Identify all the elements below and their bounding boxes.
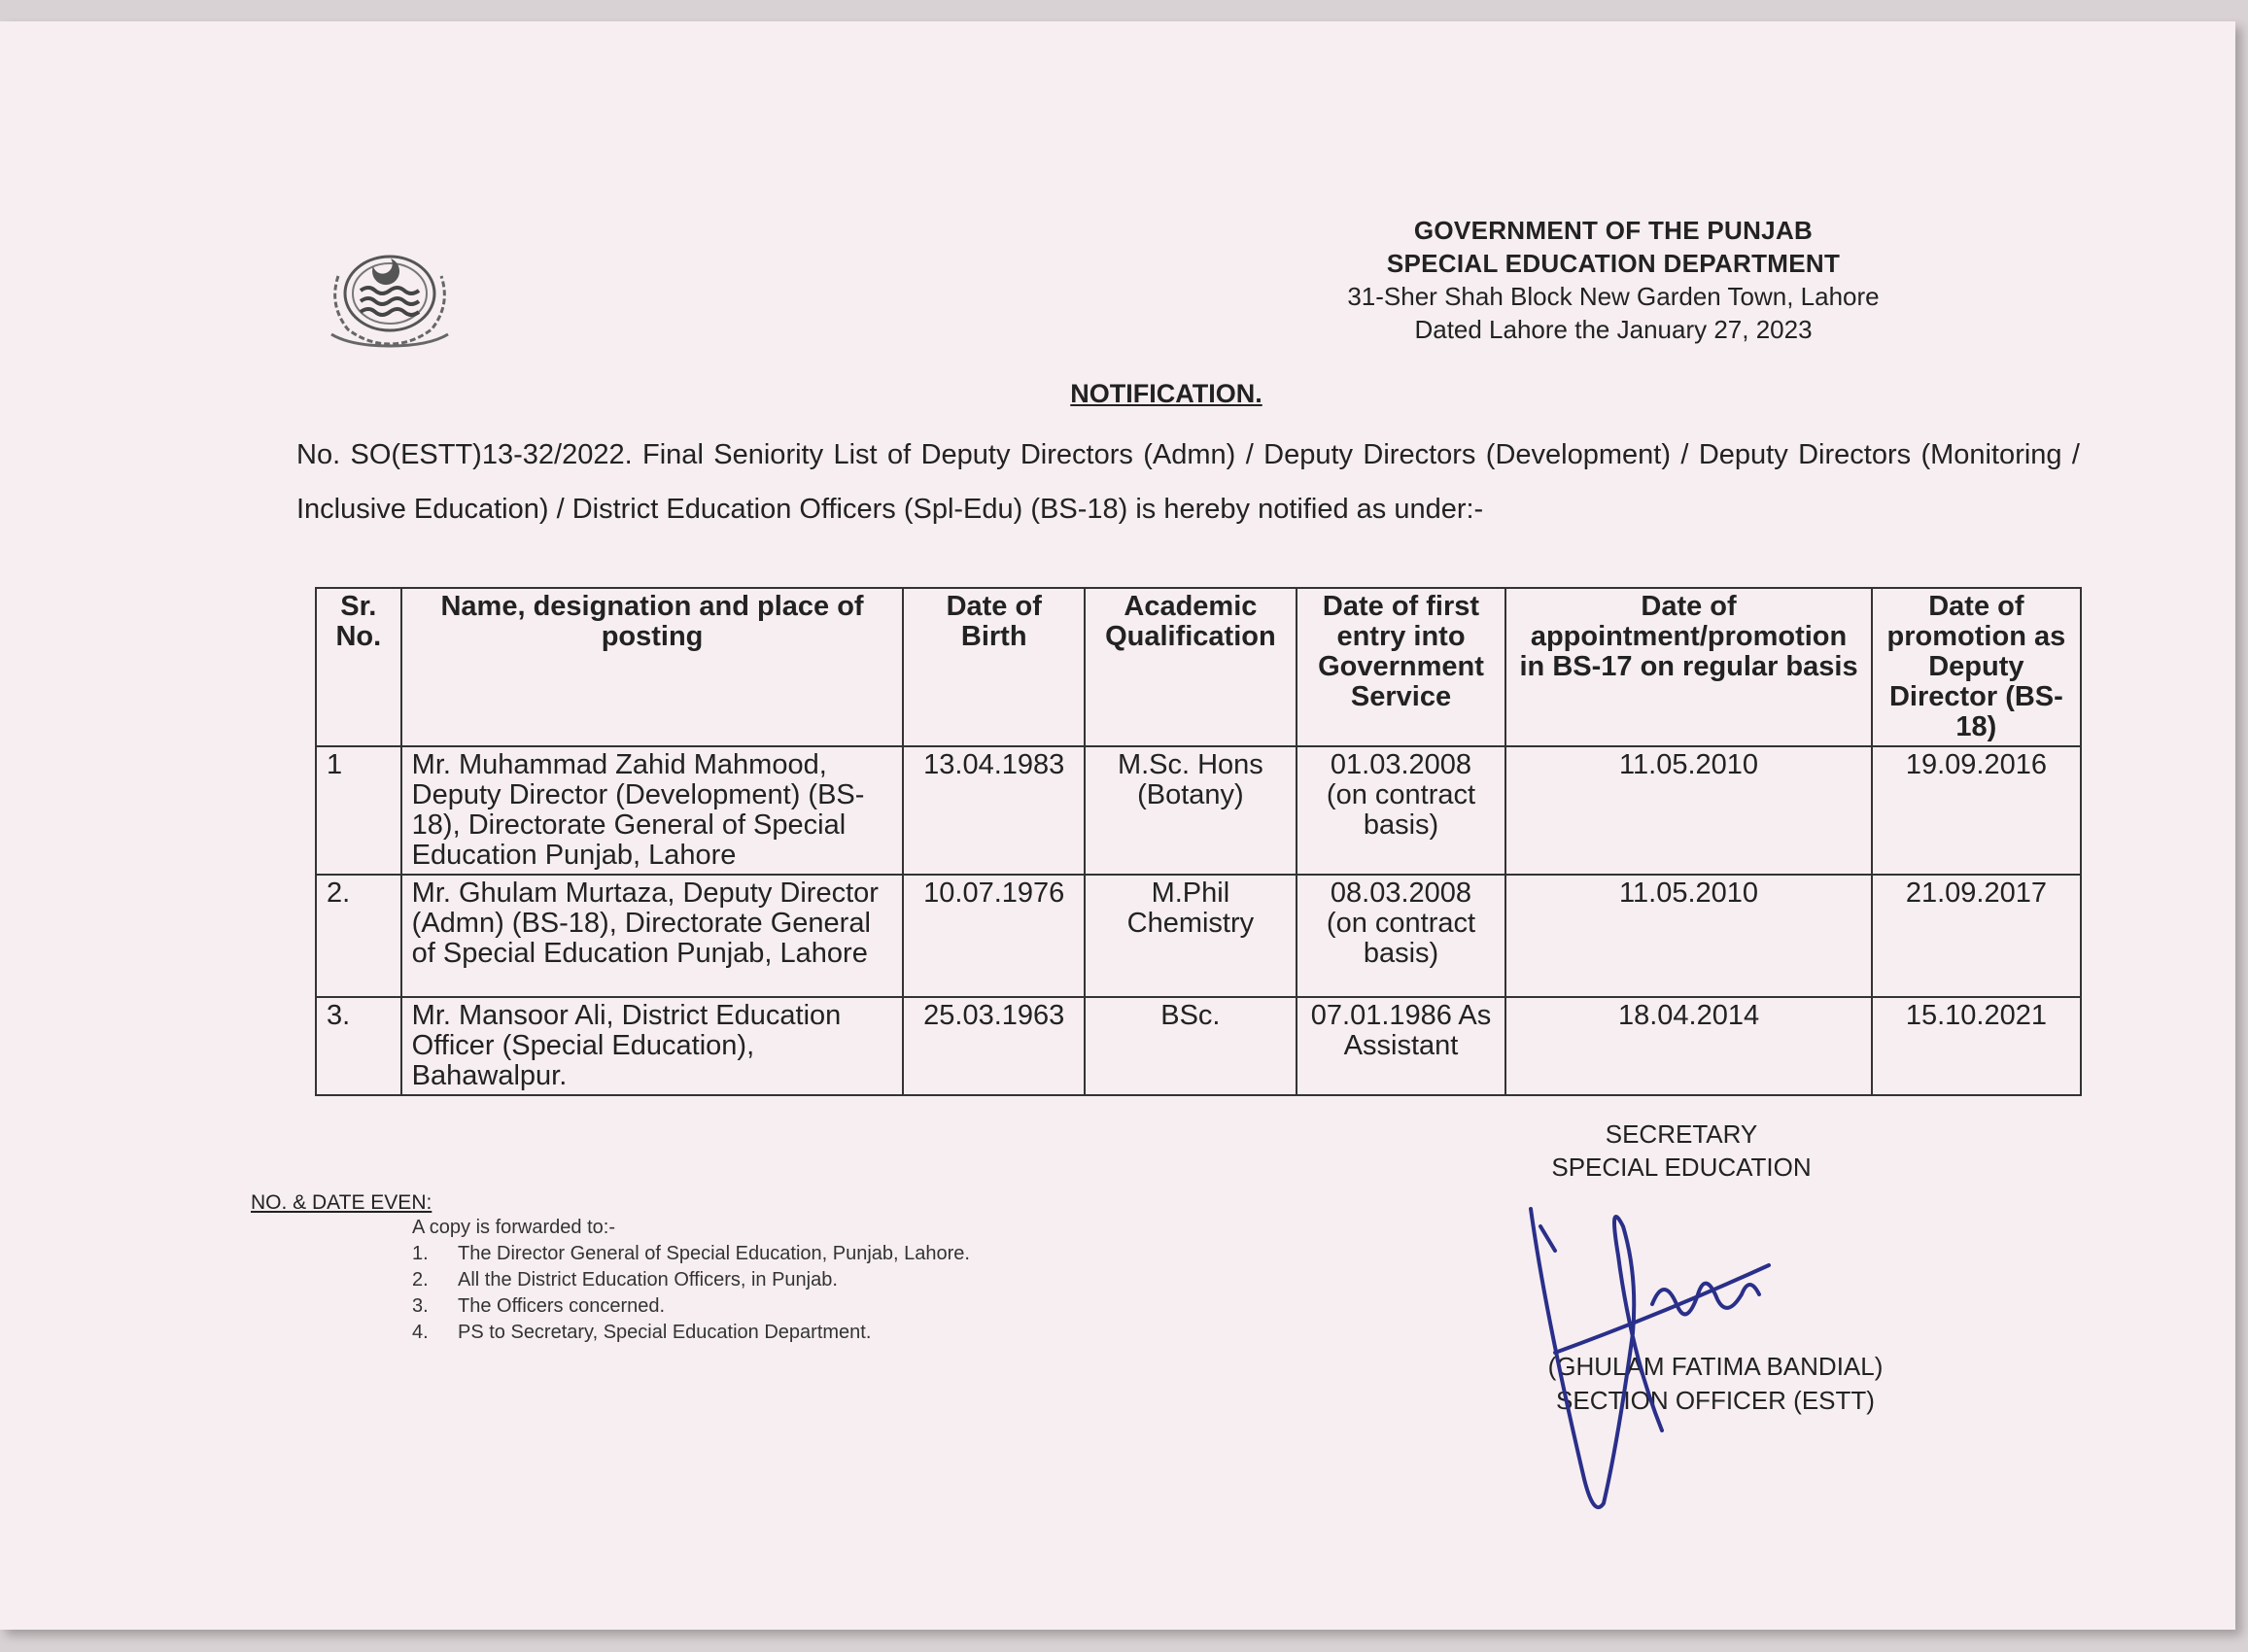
forwarding-list bbox=[412, 1215, 970, 1346]
list-item bbox=[412, 1267, 970, 1293]
list-item-text: The Director General of Special Education, Punjab, Lahore. bbox=[458, 1243, 970, 1264]
table-row bbox=[316, 875, 2081, 997]
notification-intro: No. SO(ESTT)13-32/2022. Final Seniority List of Deputy Directors (Admn) / Deputy Directors (Development) / Deputy Directors (Monitoring / Inclusive Education) / District Education Officers (Spl-Edu) (BS-18) is hereby notified as under:- bbox=[296, 439, 2080, 525]
list-item-text: All the District Education Officers, in Punjab. bbox=[458, 1269, 838, 1291]
list-item bbox=[412, 1320, 970, 1346]
header-sr-no: Sr. No. bbox=[316, 588, 401, 746]
cell-qualification: M.Phil Chemistry bbox=[1085, 875, 1297, 997]
cell-promotion: 15.10.2021 bbox=[1872, 997, 2081, 1095]
notification-title: NOTIFICATION. bbox=[1070, 379, 1262, 408]
secretary-block bbox=[1487, 1118, 1876, 1184]
cell-first-entry: 08.03.2008 (on contract basis) bbox=[1297, 875, 1506, 997]
signatory-name: (GHULAM FATIMA BANDIAL) bbox=[1547, 1352, 1884, 1381]
department-address: 31-Sher Shah Block New Garden Town, Lahore bbox=[1347, 282, 1880, 311]
cell-name: Mr. Ghulam Murtaza, Deputy Director (Admn) (BS-18), Directorate General of Special Education Punjab, Lahore bbox=[401, 875, 904, 997]
list-item-number: 4. bbox=[412, 1322, 429, 1343]
table-row bbox=[316, 746, 2081, 875]
secretary-title: SECRETARY bbox=[1605, 1119, 1758, 1149]
cell-first-entry: 07.01.1986 As Assistant bbox=[1297, 997, 1506, 1095]
cell-sr: 1 bbox=[316, 746, 401, 875]
list-item-number: 1. bbox=[412, 1243, 429, 1264]
cell-dob: 13.04.1983 bbox=[903, 746, 1085, 875]
signatory-designation: SECTION OFFICER (ESTT) bbox=[1556, 1386, 1875, 1415]
cell-appointment: 11.05.2010 bbox=[1505, 875, 1871, 997]
header-dob: Date of Birth bbox=[903, 588, 1085, 746]
government-name: GOVERNMENT OF THE PUNJAB bbox=[1413, 216, 1814, 245]
cell-dob: 10.07.1976 bbox=[903, 875, 1085, 997]
list-item-number: 3. bbox=[412, 1295, 429, 1317]
document-date: Dated Lahore the January 27, 2023 bbox=[1414, 315, 1813, 344]
cell-appointment: 11.05.2010 bbox=[1505, 746, 1871, 875]
header-qualification: Academic Qualification bbox=[1085, 588, 1297, 746]
document-page bbox=[0, 21, 2235, 1630]
punjab-government-seal bbox=[317, 237, 463, 354]
header-promotion: Date of promotion as Deputy Director (BS-18) bbox=[1872, 588, 2081, 746]
no-date-even-label: NO. & DATE EVEN: bbox=[251, 1191, 432, 1214]
table-header-row bbox=[316, 588, 2081, 746]
header-appointment: Date of appointment/promotion in BS-17 on regular basis bbox=[1505, 588, 1871, 746]
department-name: SPECIAL EDUCATION DEPARTMENT bbox=[1386, 249, 1841, 278]
letterhead bbox=[1244, 214, 1983, 346]
cell-name: Mr. Muhammad Zahid Mahmood, Deputy Director (Development) (BS-18), Directorate General of Special Education Punjab, Lahore bbox=[401, 746, 904, 875]
header-name: Name, designation and place of posting bbox=[401, 588, 904, 746]
forward-text: A copy is forwarded to:- bbox=[412, 1217, 615, 1238]
cell-name: Mr. Mansoor Ali, District Education Officer (Special Education), Bahawalpur. bbox=[401, 997, 904, 1095]
list-item-text: The Officers concerned. bbox=[458, 1295, 666, 1317]
list-item bbox=[412, 1293, 970, 1320]
cell-first-entry: 01.03.2008 (on contract basis) bbox=[1297, 746, 1506, 875]
cell-sr: 3. bbox=[316, 997, 401, 1095]
cell-sr: 2. bbox=[316, 875, 401, 997]
seniority-table bbox=[315, 587, 2082, 1096]
cell-qualification: M.Sc. Hons (Botany) bbox=[1085, 746, 1297, 875]
list-item-number: 2. bbox=[412, 1269, 429, 1291]
list-item bbox=[412, 1241, 970, 1267]
header-first-entry: Date of first entry into Government Service bbox=[1297, 588, 1506, 746]
secretary-department: SPECIAL EDUCATION bbox=[1551, 1153, 1812, 1182]
cell-qualification: BSc. bbox=[1085, 997, 1297, 1095]
list-item-text: PS to Secretary, Special Education Department. bbox=[458, 1322, 872, 1343]
cell-promotion: 19.09.2016 bbox=[1872, 746, 2081, 875]
table-row bbox=[316, 997, 2081, 1095]
cell-dob: 25.03.1963 bbox=[903, 997, 1085, 1095]
handwritten-signature bbox=[1516, 1197, 1808, 1528]
cell-promotion: 21.09.2017 bbox=[1872, 875, 2081, 997]
cell-appointment: 18.04.2014 bbox=[1505, 997, 1871, 1095]
